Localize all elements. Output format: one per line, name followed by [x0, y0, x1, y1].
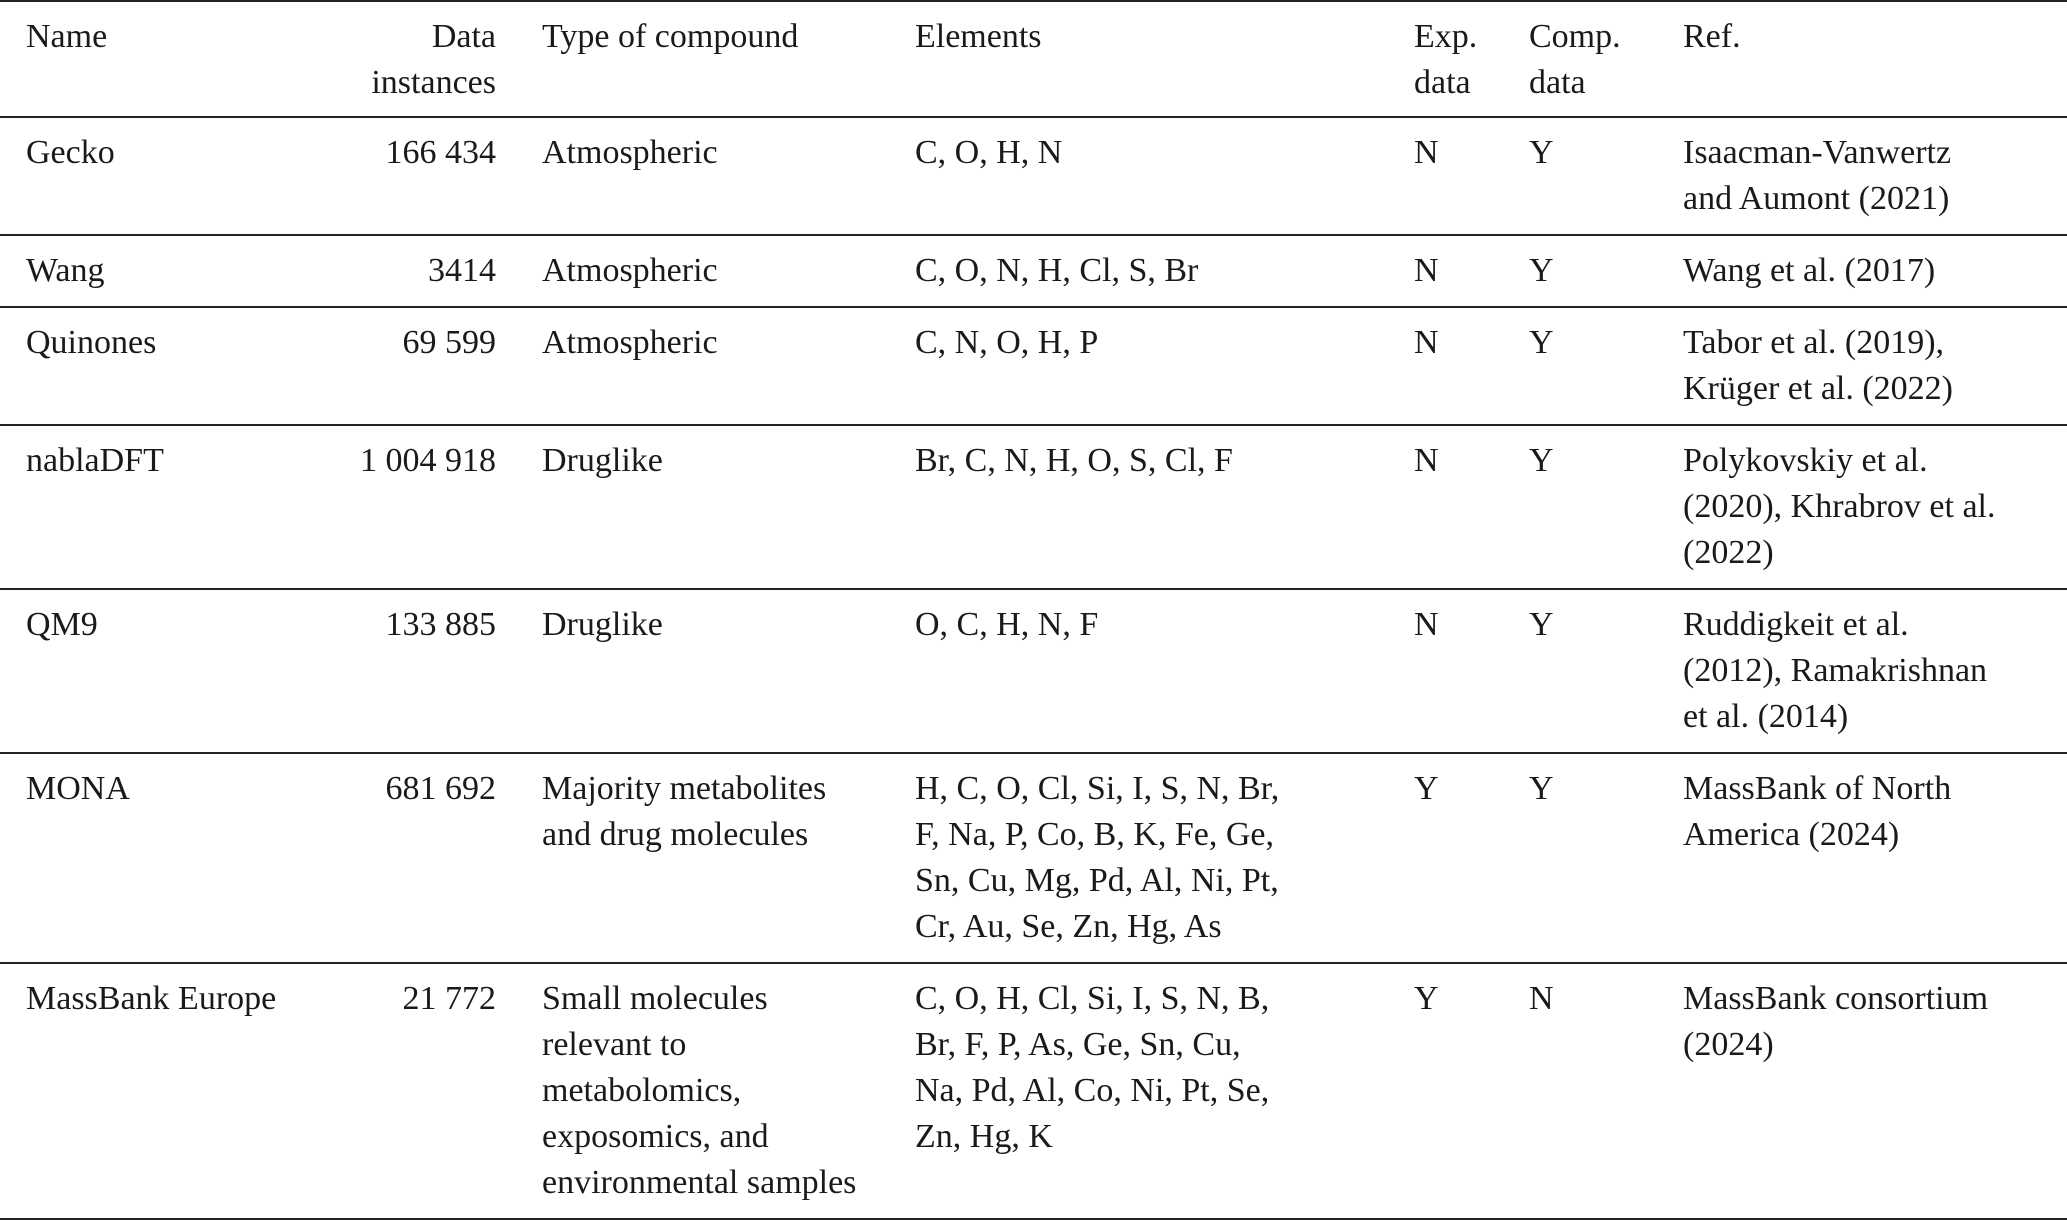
cell-comp-data	[1499, 963, 1651, 1219]
cell-name-text: nablaDFT	[26, 442, 164, 479]
cell-comp-data-text: Y	[1529, 134, 1554, 171]
header-comp-data: Comp. data	[1529, 18, 1621, 101]
header-data-instances: Data instances	[371, 18, 496, 101]
cell-name-text: Wang	[26, 252, 105, 289]
cell-elements	[915, 753, 1379, 963]
cell-elements-text: C, N, O, H, P	[915, 324, 1099, 361]
cell-comp-data	[1499, 425, 1651, 589]
table-header-row	[0, 1, 2067, 117]
cell-elements	[915, 235, 1379, 307]
cell-type-of-compound	[510, 963, 915, 1219]
cell-name-text: Quinones	[26, 324, 157, 361]
cell-exp-data	[1379, 589, 1499, 753]
cell-elements	[915, 117, 1379, 235]
cell-comp-data-text: Y	[1529, 252, 1554, 289]
cell-ref-text: Polykovskiy et al. (2020), Khrabrov et al. (2022)	[1683, 442, 1996, 571]
cell-exp-data-text: N	[1414, 134, 1439, 171]
cell-ref	[1651, 117, 2067, 235]
cell-type-of-compound-text: Atmospheric	[542, 324, 718, 361]
cell-exp-data-text: Y	[1414, 980, 1439, 1017]
cell-data-instances	[340, 753, 510, 963]
cell-name	[0, 235, 340, 307]
cell-data-instances-text: 3414	[428, 252, 496, 289]
cell-exp-data-text: N	[1414, 442, 1439, 479]
cell-type-of-compound-text: Druglike	[542, 442, 663, 479]
cell-exp-data	[1379, 117, 1499, 235]
cell-exp-data	[1379, 307, 1499, 425]
cell-exp-data	[1379, 753, 1499, 963]
cell-comp-data	[1499, 235, 1651, 307]
cell-data-instances	[340, 963, 510, 1219]
cell-data-instances	[340, 235, 510, 307]
table-row	[0, 589, 2067, 753]
cell-name-text: Gecko	[26, 134, 115, 171]
cell-elements	[915, 307, 1379, 425]
cell-ref-text: Tabor et al. (2019), Krüger et al. (2022)	[1683, 324, 1954, 407]
cell-data-instances-text: 681 692	[385, 770, 496, 807]
cell-elements-text: Br, C, N, H, O, S, Cl, F	[915, 442, 1233, 479]
cell-ref-text: MassBank of North America (2024)	[1683, 770, 1952, 853]
cell-exp-data	[1379, 235, 1499, 307]
header-name: Name	[26, 18, 108, 55]
cell-type-of-compound-text: Small molecules relevant to metabolomics, exposomics, and environmental samples	[542, 980, 857, 1201]
cell-exp-data-text: N	[1414, 324, 1439, 361]
cell-name	[0, 589, 340, 753]
table-body	[0, 117, 2067, 1219]
cell-elements-text: C, O, H, N	[915, 134, 1063, 171]
cell-name	[0, 307, 340, 425]
cell-ref	[1651, 963, 2067, 1219]
cell-comp-data-text: Y	[1529, 442, 1554, 479]
cell-ref	[1651, 307, 2067, 425]
cell-data-instances	[340, 425, 510, 589]
cell-comp-data-text: N	[1529, 980, 1554, 1017]
cell-data-instances-text: 166 434	[385, 134, 496, 171]
cell-type-of-compound	[510, 235, 915, 307]
cell-exp-data	[1379, 425, 1499, 589]
cell-exp-data	[1379, 963, 1499, 1219]
header-elements: Elements	[915, 18, 1042, 55]
cell-type-of-compound	[510, 589, 915, 753]
cell-data-instances-text: 133 885	[385, 606, 496, 643]
cell-elements-text: C, O, H, Cl, Si, I, S, N, B, Br, F, P, As, Ge, Sn, Cu, Na, Pd, Al, Co, Ni, Pt, Se, Zn, Hg, K	[915, 980, 1270, 1155]
table-row	[0, 235, 2067, 307]
cell-type-of-compound-text: Druglike	[542, 606, 663, 643]
table-row	[0, 753, 2067, 963]
table-row	[0, 425, 2067, 589]
cell-data-instances	[340, 589, 510, 753]
cell-elements	[915, 425, 1379, 589]
header-type-of-compound: Type of compound	[542, 18, 799, 55]
cell-data-instances-text: 69 599	[402, 324, 496, 361]
cell-ref	[1651, 425, 2067, 589]
cell-comp-data	[1499, 117, 1651, 235]
header-ref: Ref.	[1683, 18, 1741, 55]
cell-name	[0, 753, 340, 963]
cell-name-text: MassBank Europe	[26, 980, 277, 1017]
cell-name-text: QM9	[26, 606, 98, 643]
cell-comp-data-text: Y	[1529, 606, 1554, 643]
cell-elements-text: O, C, H, N, F	[915, 606, 1099, 643]
cell-ref-text: Wang et al. (2017)	[1683, 252, 1936, 289]
cell-type-of-compound	[510, 117, 915, 235]
cell-ref-text: Isaacman-Vanwertz and Aumont (2021)	[1683, 134, 1952, 217]
cell-ref	[1651, 235, 2067, 307]
table-row	[0, 307, 2067, 425]
cell-elements	[915, 963, 1379, 1219]
cell-data-instances	[340, 307, 510, 425]
cell-name	[0, 963, 340, 1219]
cell-name	[0, 425, 340, 589]
cell-comp-data	[1499, 307, 1651, 425]
table-row	[0, 117, 2067, 235]
cell-type-of-compound-text: Majority metabolites and drug molecules	[542, 770, 827, 853]
cell-exp-data-text: Y	[1414, 770, 1439, 807]
cell-name	[0, 117, 340, 235]
cell-type-of-compound-text: Atmospheric	[542, 134, 718, 171]
cell-elements-text: C, O, N, H, Cl, S, Br	[915, 252, 1199, 289]
cell-type-of-compound	[510, 753, 915, 963]
cell-comp-data-text: Y	[1529, 324, 1554, 361]
cell-comp-data	[1499, 589, 1651, 753]
cell-type-of-compound	[510, 425, 915, 589]
cell-ref	[1651, 589, 2067, 753]
cell-type-of-compound-text: Atmospheric	[542, 252, 718, 289]
cell-ref	[1651, 753, 2067, 963]
cell-comp-data-text: Y	[1529, 770, 1554, 807]
cell-exp-data-text: N	[1414, 606, 1439, 643]
cell-comp-data	[1499, 753, 1651, 963]
cell-name-text: MONA	[26, 770, 130, 807]
cell-elements-text: H, C, O, Cl, Si, I, S, N, Br, F, Na, P, Co, B, K, Fe, Ge, Sn, Cu, Mg, Pd, Al, Ni, Pt, Cr, Au, Se, Zn, Hg, As	[915, 770, 1280, 945]
cell-elements	[915, 589, 1379, 753]
table-row	[0, 963, 2067, 1219]
cell-data-instances-text: 1 004 918	[360, 442, 496, 479]
cell-ref-text: Ruddigkeit et al. (2012), Ramakrishnan et al. (2014)	[1683, 606, 1988, 735]
cell-data-instances-text: 21 772	[402, 980, 496, 1017]
header-exp-data: Exp. data	[1414, 18, 1478, 101]
cell-type-of-compound	[510, 307, 915, 425]
cell-exp-data-text: N	[1414, 252, 1439, 289]
cell-ref-text: MassBank consortium (2024)	[1683, 980, 1989, 1063]
cell-data-instances	[340, 117, 510, 235]
